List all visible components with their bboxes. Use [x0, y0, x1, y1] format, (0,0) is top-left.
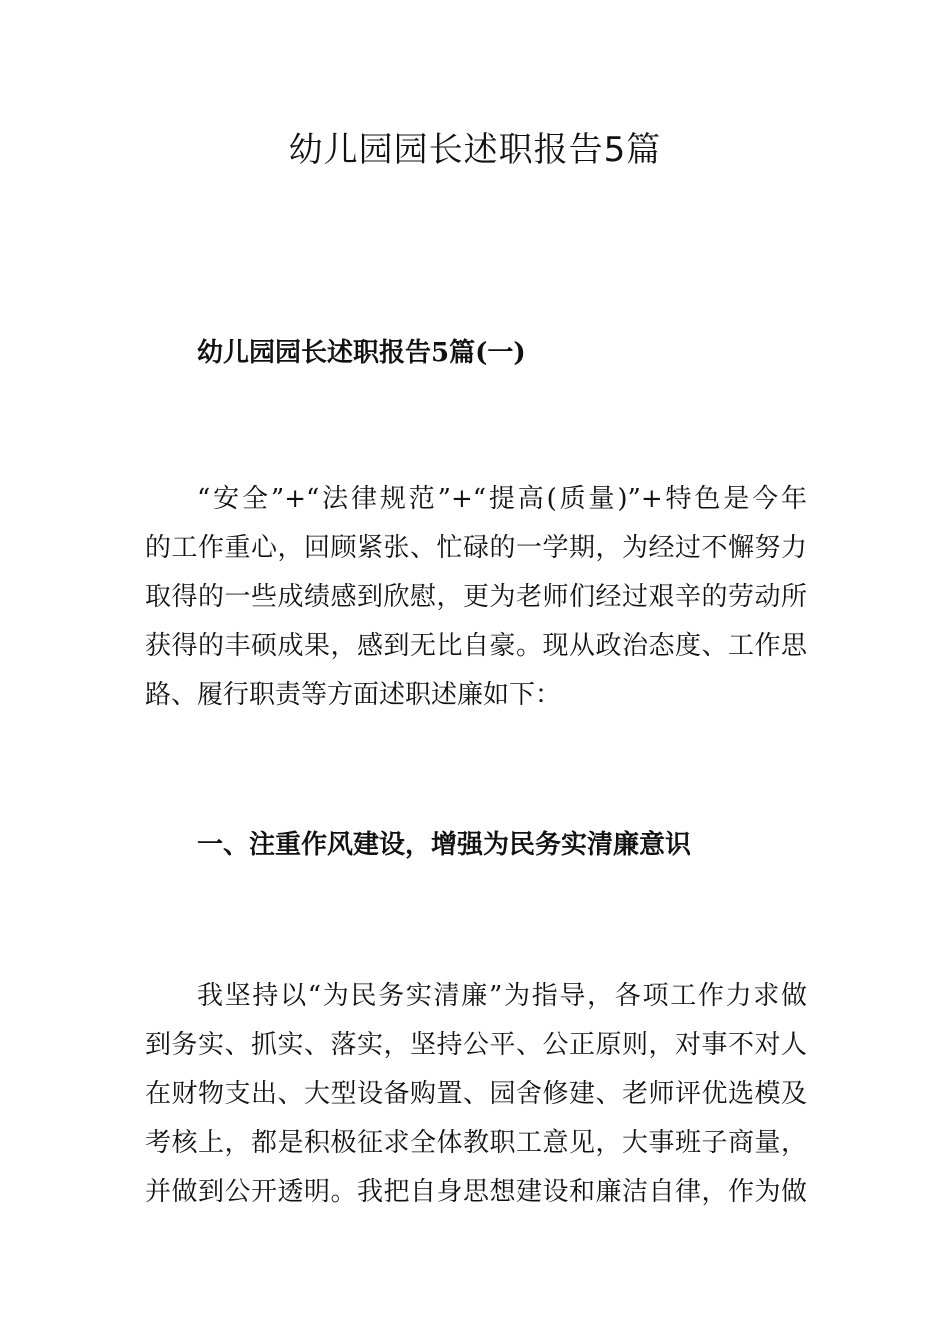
section-heading: 幼儿园园长述职报告5篇(一) [197, 338, 526, 368]
subheading-1: 一、注重作风建设，增强为民务实清廉意识 [197, 830, 692, 860]
paragraph-1-line: 取得的一些成绩感到欣慰，更为老师们经过艰辛的劳动所 [145, 582, 807, 612]
paragraph-2-line: 并做到公开透明。我把自身思想建设和廉洁自律，作为做 [145, 1177, 807, 1207]
paragraph-1-line: 获得的丰硕成果，感到无比自豪。现从政治态度、工作思 [145, 631, 807, 661]
paragraph-2-line: 到务实、抓实、落实，坚持公平、公正原则，对事不对人 [145, 1030, 807, 1060]
paragraph-2-line: 考核上，都是积极征求全体教职工意见，大事班子商量， [145, 1128, 807, 1158]
paragraph-2 [145, 972, 807, 1217]
paragraph-1-line: 的工作重心，回顾紧张、忙碌的一学期，为经过不懈努力 [145, 533, 807, 563]
paragraph-1-line: 路、履行职责等方面述职述廉如下： [145, 680, 562, 710]
paragraph-1 [145, 475, 807, 720]
paragraph-2-line: 在财物支出、大型设备购置、园舍修建、老师评优选模及 [145, 1079, 807, 1109]
paragraph-2-line: 我坚持以“为民务实清廉”为指导，各项工作力求做 [197, 981, 807, 1011]
paragraph-1-line: “安全”+“法律规范”+“提高(质量)”+特色是今年 [197, 484, 807, 514]
document-title: 幼儿园园长述职报告5篇 [288, 130, 662, 170]
